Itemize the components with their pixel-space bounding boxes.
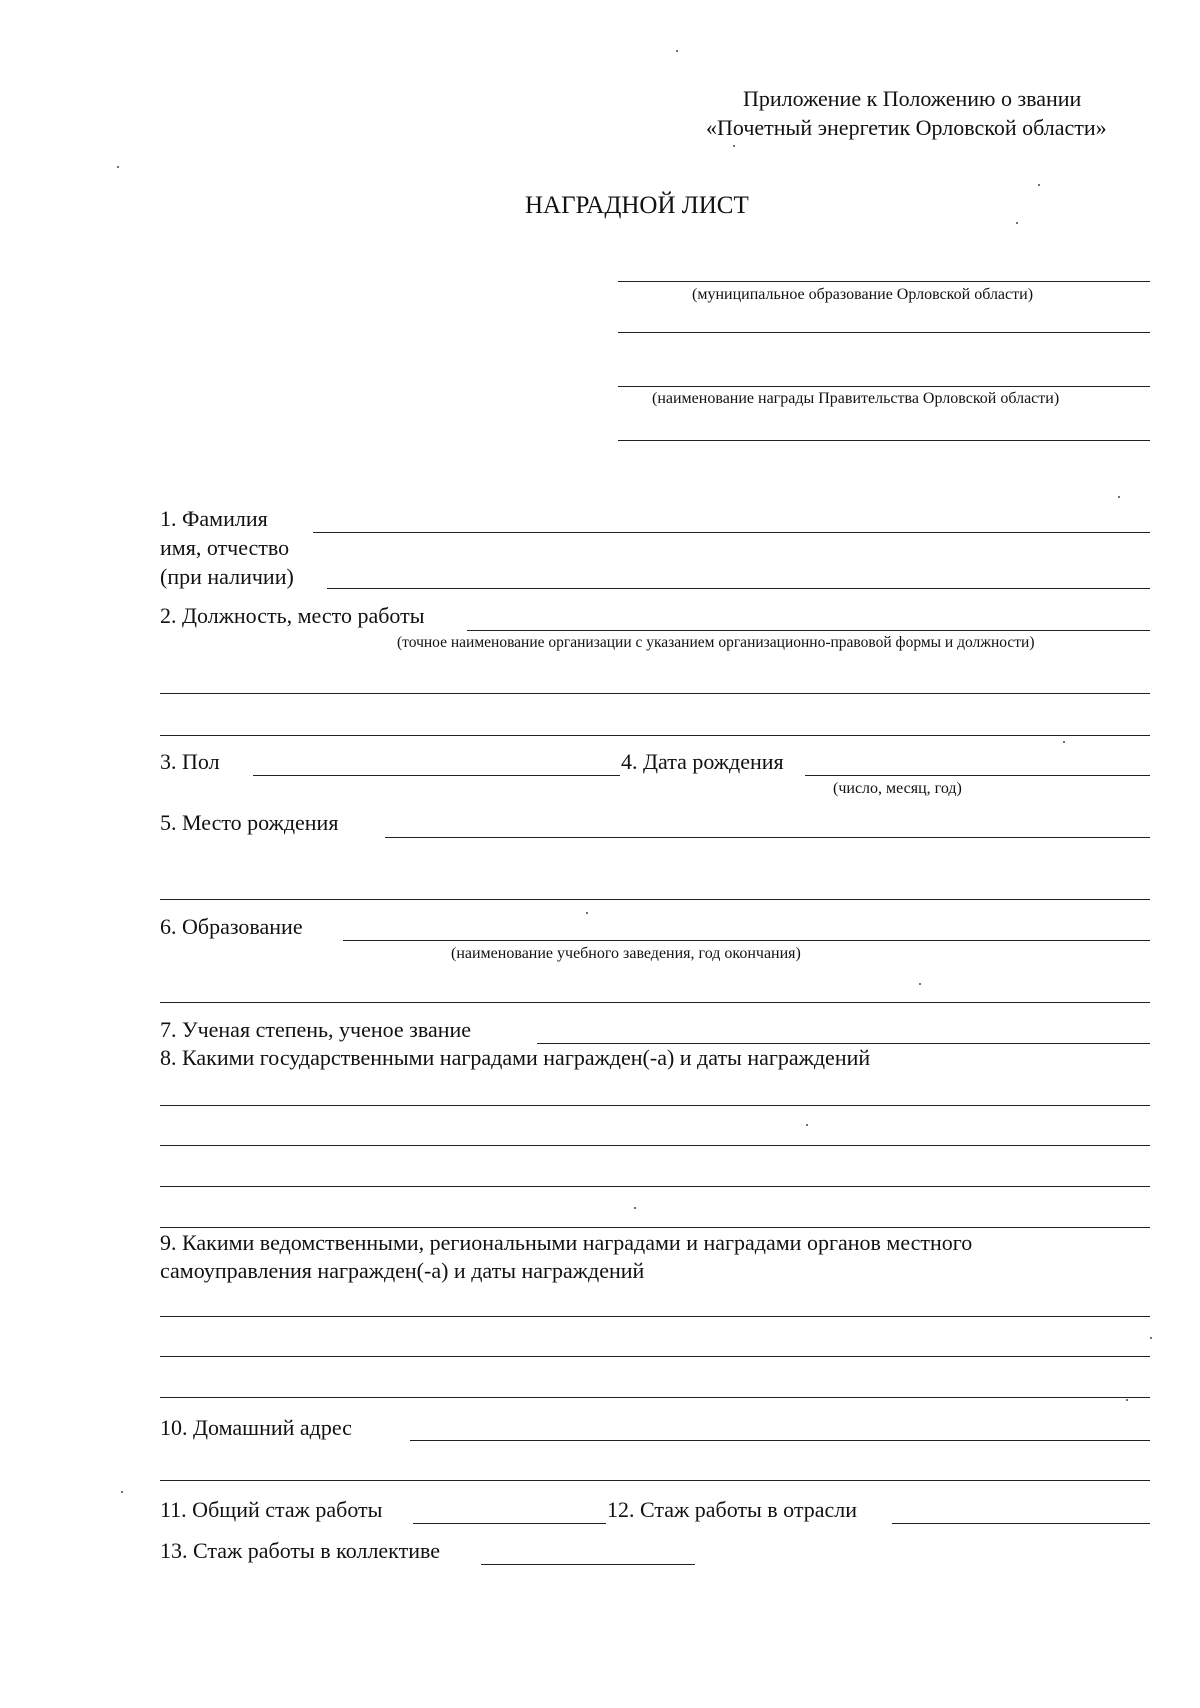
field-6-label: 6. Образование [160, 914, 303, 939]
regional-awards-line-1[interactable] [160, 1316, 1150, 1317]
state-awards-line-1[interactable] [160, 1105, 1150, 1106]
industry-experience-line[interactable] [892, 1523, 1150, 1524]
regional-awards-line-3[interactable] [160, 1397, 1150, 1398]
field-12-label: 12. Стаж работы в отрасли [607, 1497, 858, 1522]
state-awards-line-4[interactable] [160, 1227, 1150, 1228]
field-9-label-line-1: 9. Какими ведомственными, региональными наградами и наградами органов местного [160, 1230, 973, 1255]
award-name-line[interactable] [618, 386, 1150, 387]
regional-awards-line-2[interactable] [160, 1356, 1150, 1357]
field-11-label: 11. Общий стаж работы [160, 1497, 383, 1522]
municipality-line[interactable] [618, 281, 1150, 282]
field-1-label-line-3: (при наличии) [160, 564, 294, 589]
organization-caption: (точное наименование организации с указанием организационно-правовой формы и должности) [397, 634, 1035, 651]
home-address-line[interactable] [410, 1440, 1150, 1441]
municipality-caption: (муниципальное образование Орловской области) [692, 286, 1034, 303]
field-5-label: 5. Место рождения [160, 810, 339, 835]
birthplace-line-2[interactable] [160, 899, 1150, 900]
scan-speck [1118, 496, 1120, 498]
form-title: НАГРАДНОЙ ЛИСТ [525, 192, 749, 219]
position-line-3[interactable] [160, 735, 1150, 736]
full-name-line-2[interactable] [327, 588, 1150, 589]
full-name-line-1[interactable] [313, 532, 1150, 533]
birthplace-line[interactable] [385, 837, 1150, 838]
scan-speck [733, 145, 735, 147]
scan-speck [1038, 184, 1040, 186]
scan-speck [634, 1207, 636, 1209]
field-7-label: 7. Ученая степень, ученое звание [160, 1017, 472, 1042]
appendix-line-1: Приложение к Положению о звании [743, 86, 1082, 111]
birth-date-caption: (число, месяц, год) [833, 780, 962, 797]
state-awards-line-3[interactable] [160, 1186, 1150, 1187]
scan-speck [586, 912, 588, 914]
team-experience-line[interactable] [481, 1564, 695, 1565]
state-awards-line-2[interactable] [160, 1145, 1150, 1146]
field-9-label-line-2: самоуправления награжден(-а) и даты награждений [160, 1258, 645, 1283]
total-experience-line[interactable] [413, 1523, 606, 1524]
field-10-label: 10. Домашний адрес [160, 1415, 352, 1440]
award-name-caption: (наименование награды Правительства Орловской области) [652, 390, 1060, 407]
education-line-2[interactable] [160, 1002, 1150, 1003]
education-caption: (наименование учебного заведения, год окончания) [451, 945, 801, 962]
scan-speck [1126, 1399, 1128, 1401]
field-2-label: 2. Должность, место работы [160, 603, 425, 628]
position-line[interactable] [467, 630, 1150, 631]
scan-speck [1150, 1337, 1152, 1339]
scan-speck [1063, 741, 1065, 743]
field-4-label: 4. Дата рождения [621, 749, 784, 774]
field-3-label: 3. Пол [160, 749, 220, 774]
sex-line[interactable] [253, 775, 620, 776]
field-8-label: 8. Какими государственными наградами награжден(-а) и даты награждений [160, 1045, 871, 1070]
field-13-label: 13. Стаж работы в коллективе [160, 1538, 440, 1563]
birth-date-line[interactable] [805, 775, 1150, 776]
municipality-line-2[interactable] [618, 332, 1150, 333]
field-1-label-line-2: имя, отчество [160, 535, 290, 560]
scan-speck [919, 983, 921, 985]
position-line-2[interactable] [160, 693, 1150, 694]
field-1-label-line-1: 1. Фамилия [160, 506, 268, 531]
degree-line[interactable] [537, 1043, 1150, 1044]
scan-speck [117, 166, 119, 168]
scan-speck [676, 50, 678, 52]
award-name-line-2[interactable] [618, 440, 1150, 441]
scan-speck [1016, 222, 1018, 224]
home-address-line-2[interactable] [160, 1480, 1150, 1481]
scan-speck [806, 1124, 808, 1126]
appendix-line-2: «Почетный энергетик Орловской области» [706, 115, 1107, 140]
education-line[interactable] [343, 940, 1150, 941]
scan-speck [121, 1491, 123, 1493]
